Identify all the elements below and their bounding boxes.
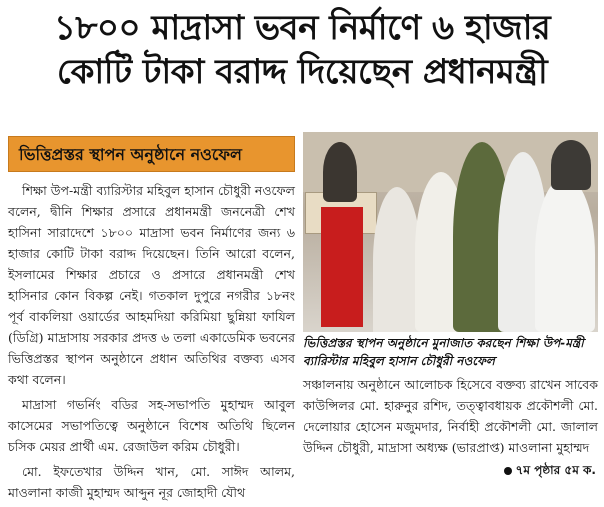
article-column-left <box>8 180 295 507</box>
photo-person <box>551 140 591 190</box>
continued-on-text: ৭ম পৃষ্ঠার ৫ম ক. <box>515 463 596 477</box>
continued-on <box>504 462 596 482</box>
paragraph: মাদ্রাসা গভর্নিং বডির সহ-সভাপতি মুহাম্মদ আবুল কাসেমের সভাপতিত্বে অনুষ্ঠানে বিশেষ অতিথি ছিলেন চসিক মেয়র প্রার্থী এম. রেজাউল করিম চৌধুরী। <box>8 397 295 454</box>
kicker-banner: ভিত্তিপ্রস্তর স্থাপন অনুষ্ঠানে নওফেল <box>8 136 295 172</box>
headline-line-1: ১৮০০ মাদ্রাসা ভবন নির্মাণে ৬ হাজার <box>53 8 551 48</box>
photo-person <box>323 142 357 202</box>
article-column-right: সঞ্চালনায় অনুষ্ঠানে আলোচক হিসেবে বক্তব্য রাখেন সাবেক কাউন্সিলর মো. হারুনুর রশিদ, তত্ত্বাবধায়ক প্রকৌশলী মো. দেলোয়ার হোসেন মজুমদার, নির্বাহী প্রকৌশলী মো. জালাল উদ্দিন চৌধুরী, মাদ্রাসা অধ্যক্ষ (ভারপ্রাপ্ত) মাওলানা মুহাম্মদ <box>303 377 598 455</box>
news-photo <box>303 132 598 332</box>
headline-line-2: কোটি টাকা বরাদ্দ দিয়েছেন প্রধানমন্ত্রী <box>56 52 548 92</box>
bullet-icon <box>504 467 512 475</box>
headline <box>6 6 598 94</box>
photo-person <box>535 177 595 332</box>
photo-person <box>373 187 421 332</box>
paragraph: মো. ইফতেখার উদ্দিন খান, মো. সাঈদ আলম, মাওলানা কাজী মুহাম্মদ আব্দুন নূর জোহাদী যৌথ <box>8 464 295 500</box>
photo-red-curtain <box>321 207 363 327</box>
photo-caption: ভিত্তিপ্রস্তর স্থাপন অনুষ্ঠানে মুনাজাত করছেন শিক্ষা উপ-মন্ত্রী ব্যারিস্টার মহিবুল হাসান চৌধুরী নওফেল <box>303 336 584 368</box>
paragraph: শিক্ষা উপ-মন্ত্রী ব্যারিস্টার মহিবুল হাসান চৌধুরী নওফেল বলেন, দ্বীনি শিক্ষার প্রসারে প্রধানমন্ত্রী জননেত্রী শেখ হাসিনা সারাদেশে ১৮০০ মাদ্রাসা ভবন নির্মাণের জন্য ৬ হাজার কোটি টাকা বরাদ্দ দিয়েছেন। তিনি আরো বলেন, ইসলামের শিক্ষার প্রচারে ও প্রসারে প্রধানমন্ত্রী শেখ হাসিনার কোন বিকল্প নেই। গতকাল দুপুরে নগরীর ১৮নং পূর্ব বাকলিয়া ওয়ার্ডের আহমদিয়া করিমিয়া ছুন্নিয়া ফাযিল (ডিগ্রি) মাদ্রাসায় সরকার প্রদত্ত ৬ তলা একাডেমিক ভবনের ভিত্তিপ্রস্তর স্থাপন অনুষ্ঠানে প্রধান অতিথির বক্তব্য এসব কথা বলেন। <box>8 183 295 387</box>
